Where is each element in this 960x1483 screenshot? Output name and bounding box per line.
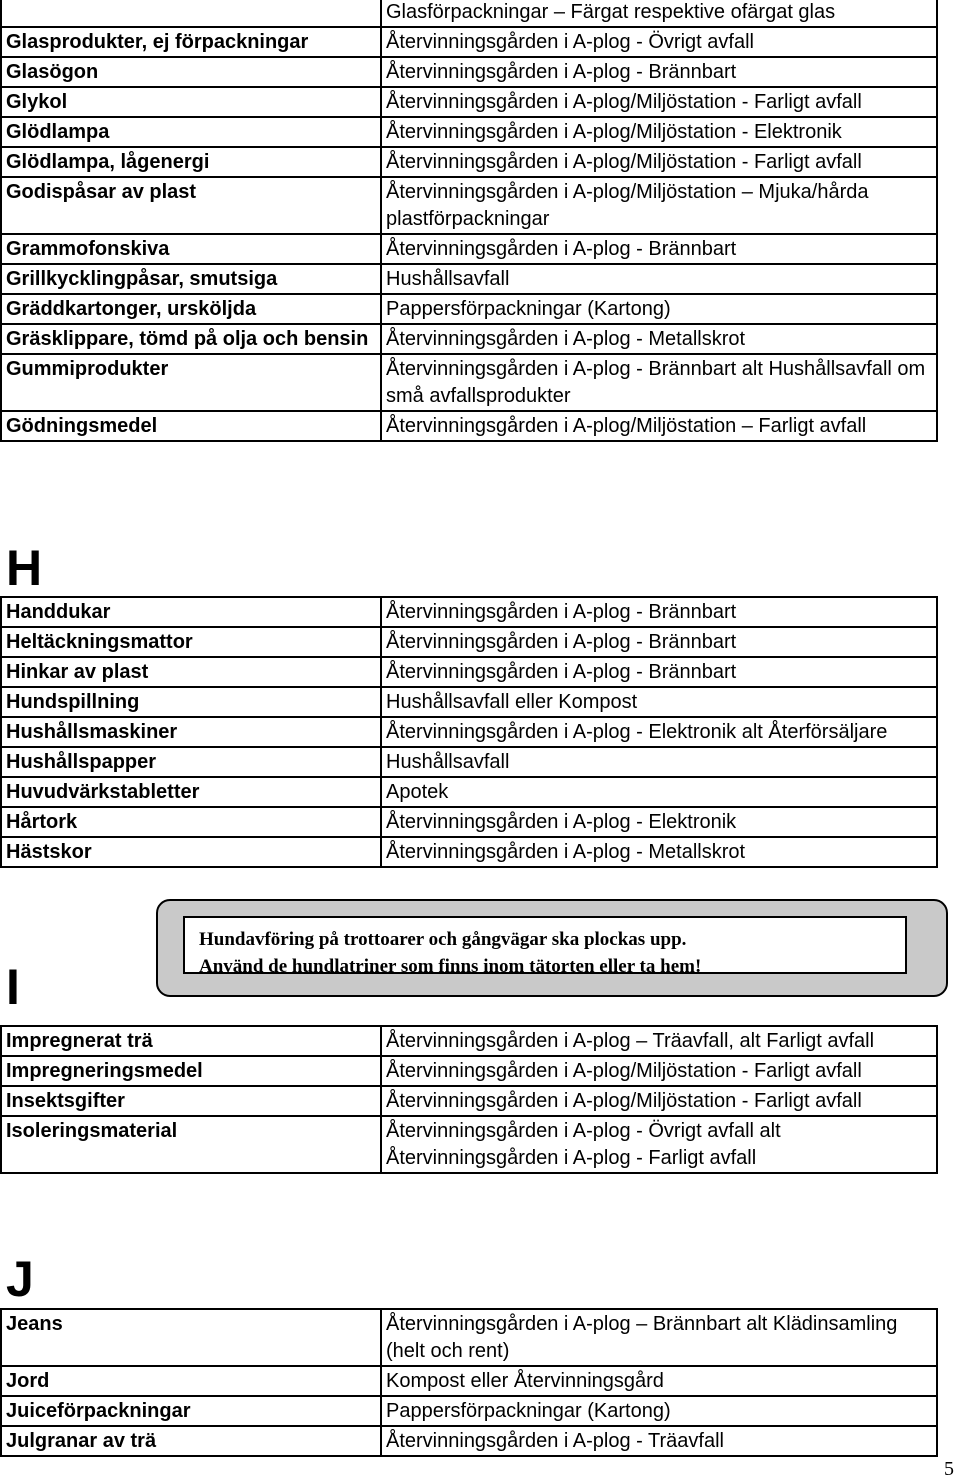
disposal-destination: Återvinningsgården i A-plog/Miljöstation - Farligt avfall: [381, 147, 937, 177]
table-row: [1, 717, 937, 747]
table-row: [1, 411, 937, 441]
table-row: [1, 777, 937, 807]
disposal-destination: Hushållsavfall eller Kompost: [381, 687, 937, 717]
table-row: [1, 1309, 937, 1366]
item-name: Hårtork: [1, 807, 381, 837]
item-name: Hästskor: [1, 837, 381, 867]
disposal-destination: Pappersförpackningar (Kartong): [381, 294, 937, 324]
item-name: [1, 0, 381, 27]
item-name: Godispåsar av plast: [1, 177, 381, 234]
item-name: Jeans: [1, 1309, 381, 1366]
item-name: Hushållspapper: [1, 747, 381, 777]
disposal-destination: Återvinningsgården i A-plog - Brännbart: [381, 57, 937, 87]
disposal-destination: Apotek: [381, 777, 937, 807]
h-section-table: [0, 596, 938, 868]
item-name: Isoleringsmaterial: [1, 1116, 381, 1173]
table-row: [1, 264, 937, 294]
disposal-destination: Kompost eller Återvinningsgård: [381, 1366, 937, 1396]
j-section-table: [0, 1308, 938, 1457]
item-name: Gummiprodukter: [1, 354, 381, 411]
table-row: [1, 147, 937, 177]
disposal-destination: Återvinningsgården i A-plog - Elektronik: [381, 807, 937, 837]
table-row: [1, 27, 937, 57]
table-row: [1, 0, 937, 27]
disposal-destination: Återvinningsgården i A-plog - Övrigt avfall: [381, 27, 937, 57]
section-letter-j: J: [6, 1251, 34, 1307]
disposal-destination: Återvinningsgården i A-plog/Miljöstation - Farligt avfall: [381, 1056, 937, 1086]
table-row: [1, 1396, 937, 1426]
table-row: [1, 87, 937, 117]
i-section-table: [0, 1025, 938, 1174]
item-name: Hushållsmaskiner: [1, 717, 381, 747]
disposal-destination: Återvinningsgården i A-plog - Elektronik alt Återförsäljare: [381, 717, 937, 747]
section-letter-i: I: [6, 959, 20, 1015]
item-name: Hinkar av plast: [1, 657, 381, 687]
item-name: Juiceförpackningar: [1, 1396, 381, 1426]
table-row: [1, 807, 937, 837]
table-row: [1, 747, 937, 777]
item-name: Gödningsmedel: [1, 411, 381, 441]
table-row: [1, 354, 937, 411]
dog-waste-notice: [156, 899, 948, 997]
item-name: Glasögon: [1, 57, 381, 87]
item-name: Glykol: [1, 87, 381, 117]
disposal-destination: Återvinningsgården i A-plog – Träavfall, alt Farligt avfall: [381, 1026, 937, 1056]
disposal-destination: Återvinningsgården i A-plog - Brännbart: [381, 234, 937, 264]
disposal-destination: Återvinningsgården i A-plog/Miljöstation – Farligt avfall: [381, 411, 937, 441]
table-row: [1, 177, 937, 234]
table-row: [1, 597, 937, 627]
item-name: Julgranar av trä: [1, 1426, 381, 1456]
item-name: Grillkycklingpåsar, smutsiga: [1, 264, 381, 294]
disposal-destination: Återvinningsgården i A-plog - Brännbart alt Hushållsavfall om små avfallsprodukter: [381, 354, 937, 411]
item-name: Gräsklippare, tömd på olja och bensin: [1, 324, 381, 354]
disposal-destination: Återvinningsgården i A-plog – Brännbart alt Klädinsamling (helt och rent): [381, 1309, 937, 1366]
disposal-destination: Återvinningsgården i A-plog - Träavfall: [381, 1426, 937, 1456]
item-name: Impregneringsmedel: [1, 1056, 381, 1086]
table-row: [1, 117, 937, 147]
disposal-destination: Återvinningsgården i A-plog - Metallskrot: [381, 324, 937, 354]
disposal-destination: Hushållsavfall: [381, 747, 937, 777]
item-name: Grammofonskiva: [1, 234, 381, 264]
notice-text-box: [183, 916, 907, 977]
table-row: [1, 837, 937, 867]
table-row: [1, 687, 937, 717]
disposal-destination: Återvinningsgården i A-plog - Övrigt avfall alt Återvinningsgården i A-plog - Farligt avfall: [381, 1116, 937, 1173]
table-row: [1, 294, 937, 324]
disposal-destination: Glasförpackningar – Färgat respektive ofärgat glas: [381, 0, 937, 27]
disposal-destination: Återvinningsgården i A-plog - Metallskrot: [381, 837, 937, 867]
item-name: Impregnerat trä: [1, 1026, 381, 1056]
disposal-destination: Återvinningsgården i A-plog/Miljöstation - Elektronik: [381, 117, 937, 147]
disposal-destination: Återvinningsgården i A-plog - Brännbart: [381, 627, 937, 657]
disposal-destination: Återvinningsgården i A-plog/Miljöstation - Farligt avfall: [381, 87, 937, 117]
item-name: Glödlampa, lågenergi: [1, 147, 381, 177]
disposal-destination: Återvinningsgården i A-plog - Brännbart: [381, 597, 937, 627]
disposal-destination: Pappersförpackningar (Kartong): [381, 1396, 937, 1426]
item-name: Gräddkartonger, ursköljda: [1, 294, 381, 324]
disposal-destination: Återvinningsgården i A-plog/Miljöstation - Farligt avfall: [381, 1086, 937, 1116]
table-row: [1, 627, 937, 657]
item-name: Huvudvärkstabletter: [1, 777, 381, 807]
section-letter-h: H: [6, 540, 43, 596]
g-section-table: [0, 0, 938, 442]
page-number: 5: [944, 1458, 954, 1480]
table-row: [1, 1056, 937, 1086]
table-row: [1, 234, 937, 264]
disposal-destination: Hushållsavfall: [381, 264, 937, 294]
table-row: [1, 1086, 937, 1116]
item-name: Glödlampa: [1, 117, 381, 147]
notice-line: Använd de hundlatriner som finns inom tätorten eller ta hem!: [199, 956, 702, 977]
table-row: [1, 57, 937, 87]
table-row: [1, 1116, 937, 1173]
table-row: [1, 657, 937, 687]
table-row: [1, 1026, 937, 1056]
item-name: Handdukar: [1, 597, 381, 627]
item-name: Heltäckningsmattor: [1, 627, 381, 657]
disposal-destination: Återvinningsgården i A-plog - Brännbart: [381, 657, 937, 687]
item-name: Insektsgifter: [1, 1086, 381, 1116]
item-name: Glasprodukter, ej förpackningar: [1, 27, 381, 57]
table-row: [1, 1426, 937, 1456]
table-row: [1, 324, 937, 354]
item-name: Jord: [1, 1366, 381, 1396]
notice-line: Hundavföring på trottoarer och gångvägar ska plockas upp.: [199, 929, 687, 950]
item-name: Hundspillning: [1, 687, 381, 717]
table-row: [1, 1366, 937, 1396]
disposal-destination: Återvinningsgården i A-plog/Miljöstation – Mjuka/hårda plastförpackningar: [381, 177, 937, 234]
